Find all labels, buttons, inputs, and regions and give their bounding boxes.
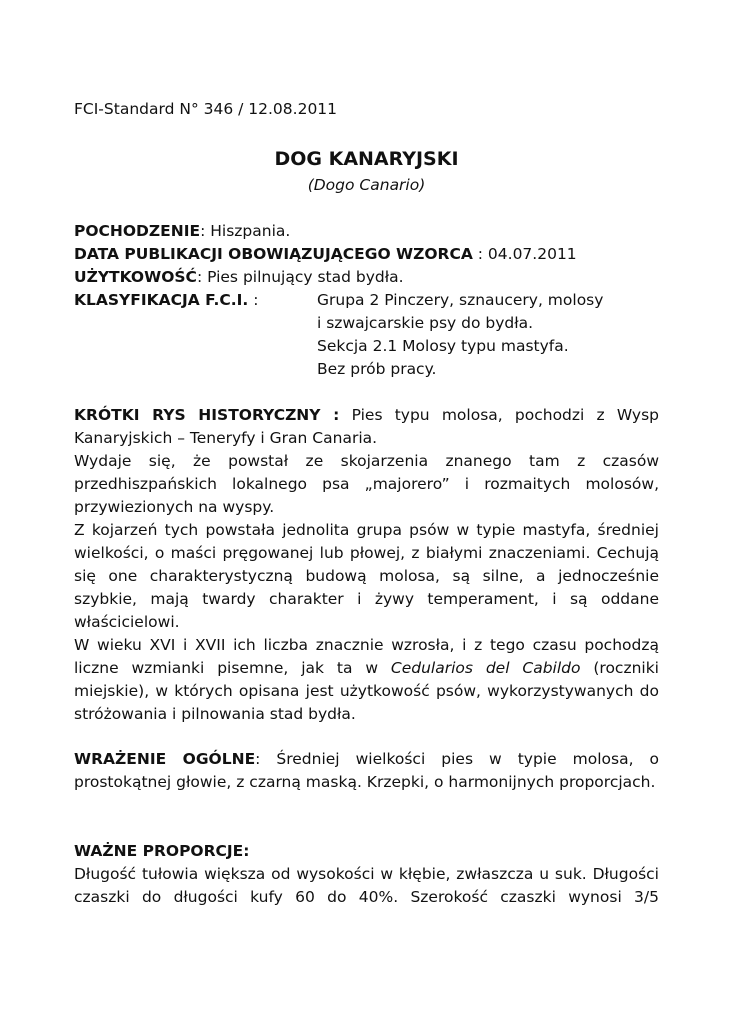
utility-row <box>74 266 659 289</box>
standard-number: FCI-Standard N° 346 / 12.08.2011 <box>74 100 338 118</box>
classification-value <box>317 289 659 381</box>
history-section <box>74 404 659 726</box>
classification-sep: : <box>248 291 259 309</box>
history-p4-before: W wieku XVI i XVII ich liczba znacznie wzrosła, i z tego czasu pochodzą liczne wzmianki pisemne, jak ta w <box>74 636 659 677</box>
history-label: KRÓTKI RYS HISTORYCZNY : <box>74 406 340 424</box>
history-text: Pies typu molosa, pochodzi z Wysp Kanaryjskich – Teneryfy i Gran Canaria. <box>74 406 660 447</box>
publication-value: : 04.07.2011 <box>472 245 577 263</box>
origin-value: : Hiszpania. <box>200 222 291 240</box>
proportions-label: WAŻNE PROPORCJE: <box>74 842 250 860</box>
utility-label: UŻYTKOWOŚĆ <box>74 268 197 286</box>
proportions-text: Długość tułowia większa od wysokości w kłębie, zwłaszcza u suk. Długości czaszki do długości kufy 60 do 40%. Szerokość czaszki wynosi 3/5 <box>74 865 659 906</box>
breed-title: DOG KANARYJSKI <box>274 148 459 170</box>
origin-label: POCHODZENIE <box>74 222 201 240</box>
breed-subtitle: (Dogo Canario) <box>307 176 426 194</box>
proportions-section <box>74 840 659 932</box>
impression-paragraph <box>74 748 659 794</box>
classification-label-wrap <box>74 289 258 312</box>
history-p4-after: (roczniki miejskie), w których opisana jest użytkowość psów, wykorzystywanych do stróżowania i pilnowania stad bydła. <box>74 659 659 723</box>
classification-line: i szwajcarskie psy do bydła. <box>317 314 534 332</box>
history-p4-italic: Cedularios del Cabildo <box>390 659 581 677</box>
classification-line: Sekcja 2.1 Molosy typu mastyfa. <box>317 337 569 355</box>
impression-section <box>74 748 659 794</box>
classification-line: Bez prób pracy. <box>317 360 437 378</box>
history-paragraph-4 <box>74 634 659 726</box>
utility-value: : Pies pilnujący stad bydła. <box>196 268 404 286</box>
classification-row <box>74 289 659 381</box>
publication-row <box>74 243 659 266</box>
classification-line: Grupa 2 Pinczery, sznaucery, molosy <box>317 291 604 309</box>
publication-label: DATA PUBLIKACJI OBOWIĄZUJĄCEGO WZORCA <box>74 245 473 263</box>
history-paragraph-2: Wydaje się, że powstał ze skojarzenia znanego tam z czasów przedhiszpańskich lokalnego psa „majorero” i rozmaitych molosów, przywiezionych na wyspy. <box>74 452 659 516</box>
origin-row <box>74 220 659 243</box>
history-paragraph-3: Z kojarzeń tych powstała jednolita grupa psów w typie mastyfa, średniej wielkości, o maści pręgowanej lub płowej, z białymi znaczeniami. Cechują się one charakterystyczną budową molosa, są silne, a jednocześnie szybkie, mają twardy charakter i żywy temperament, i są oddane właścicielowi. <box>74 521 659 631</box>
history-paragraph-1 <box>74 404 659 450</box>
impression-text: : Średniej wielkości pies w typie molosa, o prostokątnej głowie, z czarną maską. Krzepki, o harmonijnych proporcjach. <box>74 750 659 791</box>
breed-meta <box>74 220 659 381</box>
classification-label: KLASYFIKACJA F.C.I. <box>74 291 249 309</box>
impression-label: WRAŻENIE OGÓLNE <box>74 750 256 768</box>
